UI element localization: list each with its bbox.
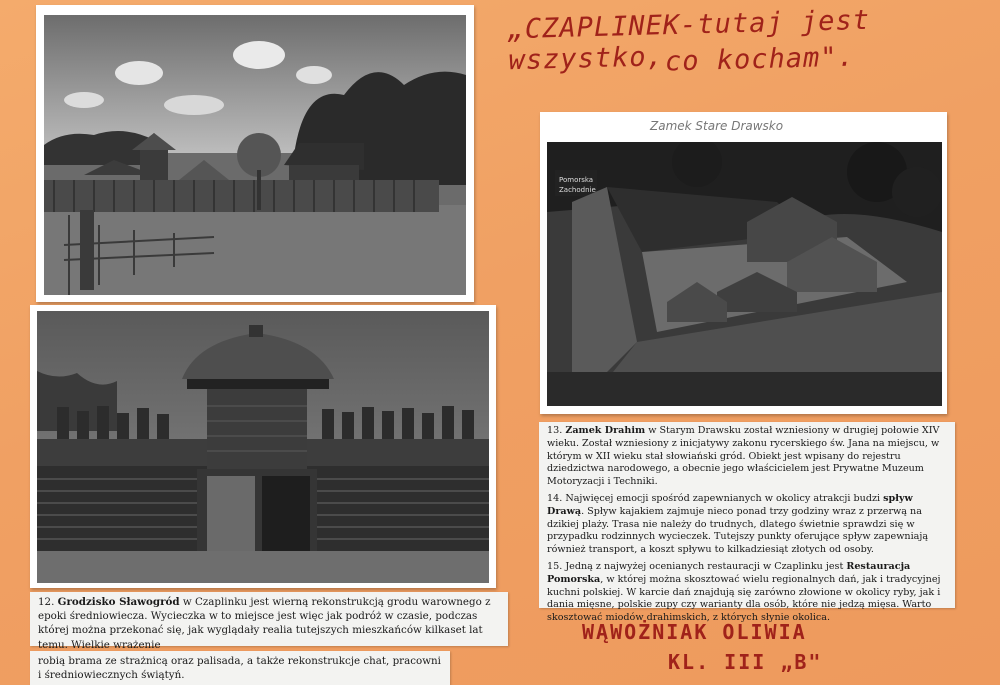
- item12-text-continued: robią brama ze strażnicą oraz palisada, a także rekonstrukcje chat, pracowni i średniowiecznych świątyń.: [38, 655, 441, 682]
- item15-number: 15.: [547, 560, 563, 572]
- poster-title-line2: co kocham".: [664, 41, 856, 78]
- item14-number: 14.: [547, 492, 563, 504]
- village-image: [44, 15, 466, 295]
- castle-badge-line2: Zachodnie: [559, 186, 596, 194]
- castle-handwritten-caption: Zamek Stare Drawsko: [650, 119, 784, 133]
- photo-village: [36, 5, 474, 302]
- item15-intro: Jedną z najwyżej ocenianych restauracji w Czaplinku jest: [562, 560, 847, 572]
- author-name: WĄWOŻNIAK OLIWIA: [582, 620, 807, 644]
- gate-image: [37, 311, 489, 583]
- item14-intro: Najwięcej emocji spośród zapewnianych w okolicy atrakcji budzi: [562, 492, 884, 504]
- item13-name: Zamek Drahim: [565, 425, 646, 436]
- item13-text: w Starym Drawsku został wzniesiony w drugiej połowie XIV wieku. Został wzniesiony z inicjatywy zakonu rycerskiego św. Jana na miejscu, w którym w XII wieku stał słowiański gród. Obiekt jest wpisany do rejestru dziedzictwa narodowego, a obecnie jego właścicielem jest Prywatne Muzeum Motoryzacji i Techniki.: [547, 425, 940, 488]
- text-item-12: [30, 592, 508, 651]
- item12-text: w Czaplinku jest wierną rekonstrukcją grodu warownego z epoki średniowiecza. Wycieczka w to miejsce jest więc jak podróż w czasie, podczas której można przekonać się, jak wyglądały realia tutejszych mieszkańców kilkaset lat temu. Wielkie wrażenie: [38, 596, 491, 651]
- item12-number: 12.: [38, 596, 55, 608]
- text-item-13: [547, 425, 947, 489]
- photo-gate: [30, 305, 496, 588]
- text-item-12-continued: [30, 651, 450, 685]
- item15-name: Restauracja Pomorska: [547, 560, 911, 585]
- text-item-14: [547, 493, 947, 557]
- text-item-15: [547, 561, 947, 625]
- poster-title-line1: „CZAPLINEK-tutaj jest wszystko,: [507, 4, 871, 77]
- text-items-13-15: [539, 422, 955, 624]
- item12-name: Grodzisko Sławogród: [57, 596, 180, 608]
- item14-name: spływ Drawą: [547, 492, 913, 517]
- castle-image: [547, 142, 942, 406]
- item15-text: , w której można skosztować wielu regionalnych dań, jak i tradycyjnej kuchni polskiej. W karcie dań znajdują się zarówno złowione w okolicy ryby, jak i dania mięsne, polskie zupy czy warianty dla osób, które nie jedzą mięsa. Warto skosztować miodów drahimskich, z których słynie okolica.: [547, 573, 941, 624]
- photo-castle: [540, 112, 947, 414]
- author-class: KL. III „B": [668, 650, 823, 674]
- item13-number: 13.: [547, 425, 563, 436]
- castle-badge-line1: Pomorska: [559, 176, 594, 184]
- item14-text: . Spływ kajakiem zajmuje nieco ponad trzy godziny wraz z przerwą na dzikiej plaży. Trasa nie należy do trudnych, dlatego świetnie sprawdzi się w przypadku rodzinnych wycieczek. Tutejszy punkty oferujące spływ zapewniają również transport, a koszt spływu to kilkadziesiąt złotych od osoby.: [547, 505, 929, 556]
